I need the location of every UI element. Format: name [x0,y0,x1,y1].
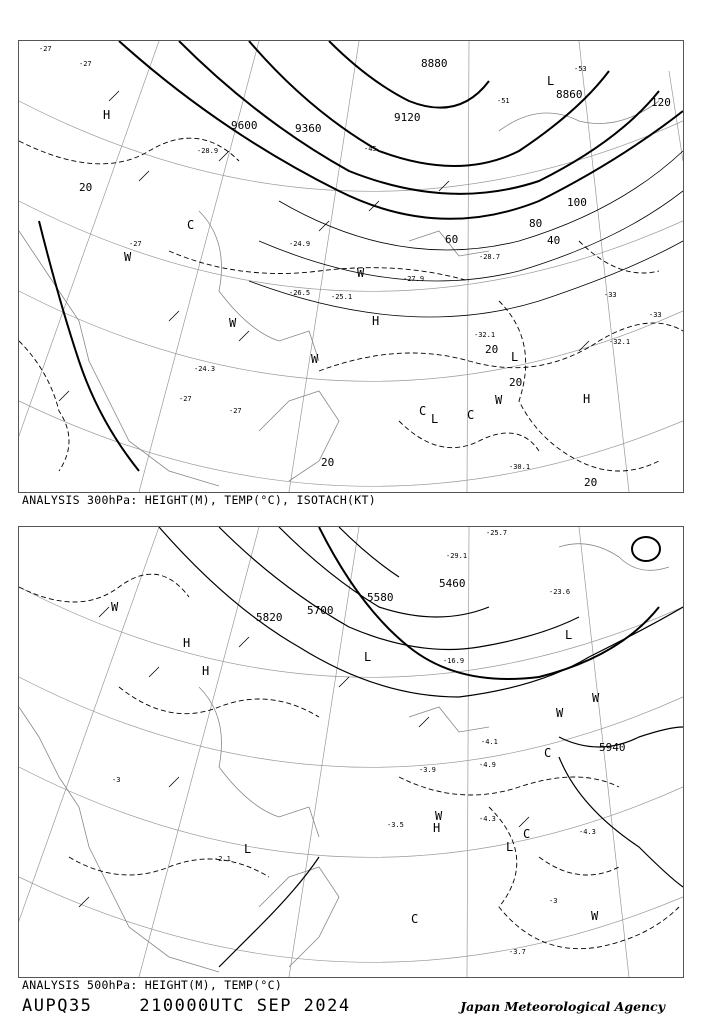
temp-value: -27 [129,240,142,248]
cold-center: C [187,218,195,232]
temp-value: -27.9 [403,275,425,283]
temp-value: -3 [112,776,121,784]
warm-center: W [592,691,600,705]
height-label: 5940 [599,741,626,754]
map-500hpa-svg [19,527,683,977]
warm-center: W [124,250,132,264]
temp-value: -23.6 [549,588,571,596]
graticule [19,41,683,492]
temp-value: -3.5 [387,821,404,829]
temp-value: -25.1 [331,293,353,301]
isotach-label: 20 [509,376,523,389]
temp-value: -4.1 [481,738,498,746]
low-center: L [506,840,514,854]
temp-value: -33 [604,291,617,299]
temp-value: -30.1 [509,463,531,471]
low-center: L [364,650,372,664]
graticule [19,527,683,977]
height-label: 5700 [307,604,334,617]
temp-value: -27 [179,395,192,403]
temp-value: -27 [79,60,92,68]
temp-value: -53 [574,65,587,73]
height-label: 8860 [556,88,583,101]
pressure-centers [103,74,590,426]
warm-center: W [495,393,503,407]
isotherms [19,574,679,949]
temp-value: -51 [497,97,510,105]
temp-value: -25.7 [486,529,508,537]
low-center: L [565,628,573,642]
height-label: 5580 [367,591,394,604]
low-center: L [244,842,252,856]
bulletin-header [22,996,351,1016]
height-label: 8880 [421,57,448,70]
bulletin-code: AUPQ35 [22,996,93,1016]
cold-center: C [523,827,531,841]
height-label: 5460 [439,577,466,590]
cold-center: C [419,404,427,418]
isotach-label: 40 [547,234,561,247]
temp-value: -16.9 [443,657,465,665]
warm-center: W [111,600,119,614]
high-center: H [583,392,591,406]
warm-center: W [556,706,564,720]
warm-center: W [435,809,443,823]
isotach-label: 60 [445,233,459,246]
wind-barbs [79,607,529,907]
height-label: 5820 [256,611,283,624]
warm-center: W [591,909,599,923]
temp-value: -24.3 [194,365,216,373]
height-label: 9360 [295,122,322,135]
temp-value: -32.1 [474,331,496,339]
cold-center: C [544,746,552,760]
temp-value: -28.7 [479,253,501,261]
temp-value: -4.3 [579,828,596,836]
isotachs [249,151,683,317]
pressure-centers [111,600,600,926]
cold-center: C [467,408,475,422]
map-300hpa-svg [19,41,683,492]
bulletin-time: 210000UTC SEP 2024 [139,996,351,1016]
isotach-label: 120 [651,96,671,109]
isotach-labels [79,96,671,489]
temp-value: -3.9 [419,766,436,774]
caption-500hpa: ANALYSIS 500hPa: HEIGHT(M), TEMP(°C) [22,978,283,992]
caption-300hpa: ANALYSIS 300hPa: HEIGHT(M), TEMP(°C), ISOTACH(KT) [22,493,376,507]
height-label: 9600 [231,119,258,132]
temp-value: -4.3 [479,815,496,823]
low-center: L [547,74,555,88]
height-label: 9120 [394,111,421,124]
low-center: L [431,412,439,426]
temp-value: -3 [549,897,558,905]
map-panel-300hpa [18,40,684,493]
agency-name: Japan Meteorological Agency [460,999,665,1014]
temp-value: -33 [649,311,662,319]
high-center: H [202,664,210,678]
temperature-plots [112,529,596,956]
temp-value: -26.5 [289,289,311,297]
temp-value: -45 [364,145,377,153]
temp-value: -4.9 [479,761,496,769]
isotach-label: 20 [79,181,93,194]
temp-value: -24.9 [289,240,311,248]
temp-value: -27 [39,45,52,53]
temp-value: -2.1 [214,855,231,863]
high-center: H [433,821,441,835]
isotach-label: 20 [485,343,499,356]
temp-value: -28.9 [197,147,219,155]
low-center: L [511,350,519,364]
temp-value: -3.7 [509,948,526,956]
isotach-label: 80 [529,217,543,230]
map-panel-500hpa [18,526,684,978]
cold-center: C [411,912,419,926]
warm-center: W [229,316,237,330]
warm-center: W [357,266,365,280]
temp-value: -29.1 [446,552,468,560]
high-center: H [372,314,380,328]
isotach-label: 100 [567,196,587,209]
high-center: H [183,636,191,650]
temp-value: -27 [229,407,242,415]
warm-center: W [311,352,319,366]
temp-value: -32.1 [609,338,631,346]
height-labels [231,57,583,135]
high-center: H [103,108,111,122]
temperature-plots [39,45,662,471]
isotach-label: 20 [584,476,598,489]
isotach-label: 20 [321,456,335,469]
